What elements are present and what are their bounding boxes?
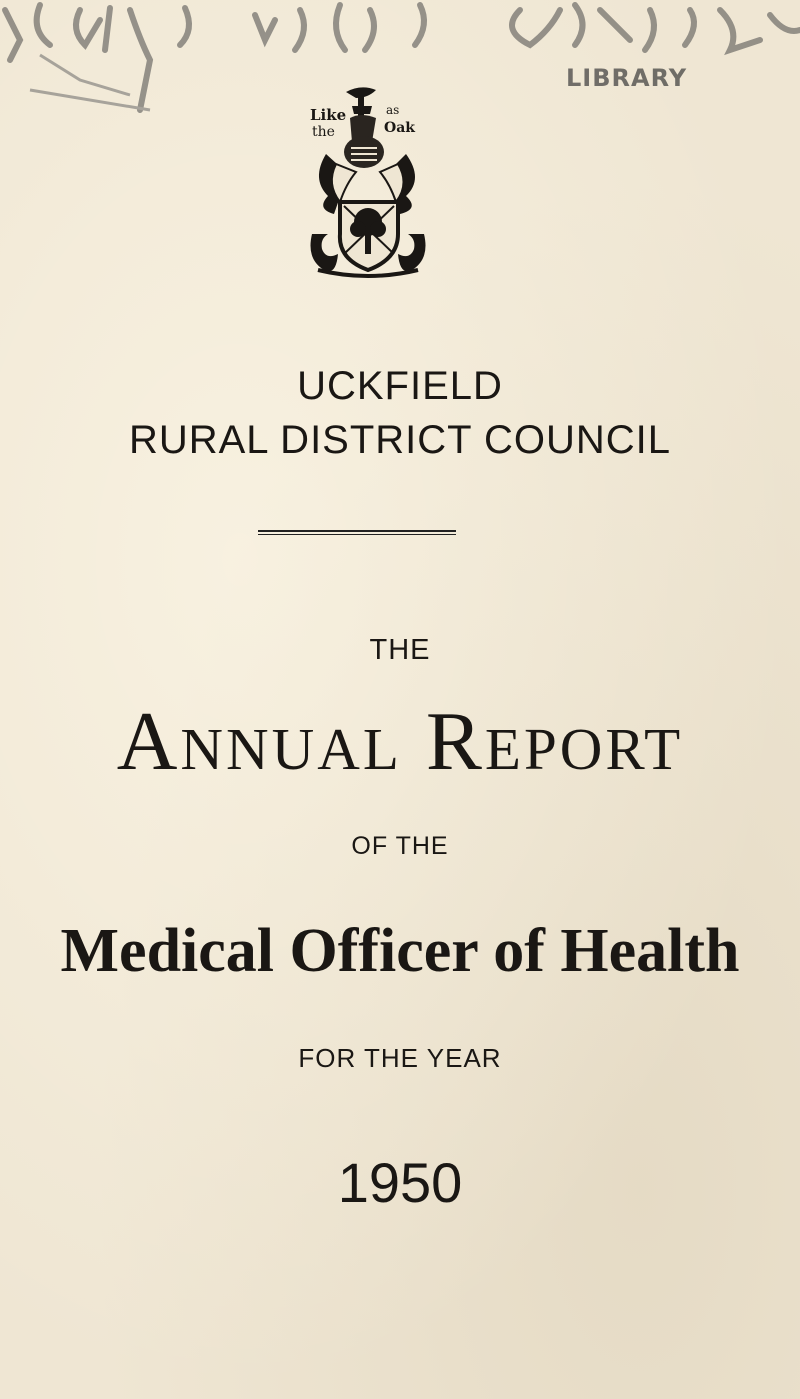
document-title: Annual Report bbox=[116, 695, 684, 788]
coat-of-arms-crest bbox=[306, 84, 430, 282]
title-connector: OF THE bbox=[351, 832, 449, 860]
report-year: 1950 bbox=[337, 1151, 463, 1214]
council-name-line-1: UCKFIELD bbox=[297, 364, 503, 408]
crest-motto-left-2: the bbox=[312, 124, 335, 140]
decorative-rule bbox=[258, 530, 456, 536]
title-prefix: THE bbox=[369, 634, 431, 666]
library-stamp-text: LIBRARY bbox=[566, 64, 688, 92]
council-name-line-2: RURAL DISTRICT COUNCIL bbox=[128, 418, 672, 462]
officer-title: Medical Officer of Health bbox=[60, 917, 740, 985]
crest-motto-right-2: Oak bbox=[384, 120, 415, 136]
crest-motto-right: as bbox=[386, 103, 400, 117]
crest-motto-left: Like bbox=[310, 106, 347, 124]
year-label: FOR THE YEAR bbox=[298, 1043, 502, 1073]
